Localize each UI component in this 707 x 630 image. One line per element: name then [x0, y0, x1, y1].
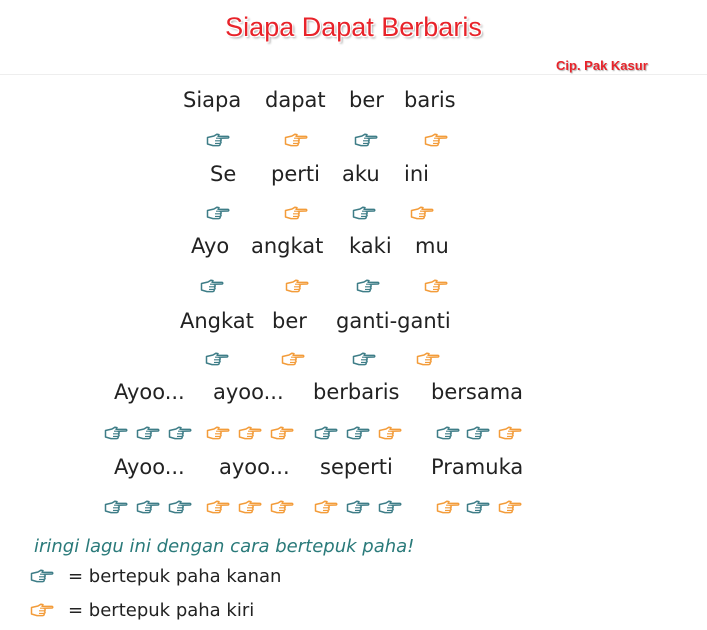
- pointing-hand-teal-icon: [205, 352, 229, 366]
- lyric-word: ganti-ganti: [336, 309, 451, 333]
- pointing-hand-teal-icon: [378, 500, 402, 514]
- instruction-text: iringi lagu ini dengan cara bertepuk paha!: [34, 536, 415, 557]
- lyric-word: ber: [349, 88, 384, 112]
- pointing-hand-orange-icon: [281, 352, 305, 366]
- pointing-hand-teal-icon: [314, 426, 338, 440]
- lyric-word: Ayoo...: [114, 455, 185, 479]
- lyric-word: kaki: [349, 234, 392, 258]
- lyric-word: Angkat: [180, 309, 254, 333]
- pointing-hand-orange-icon: [416, 352, 440, 366]
- lyric-word: Ayo: [191, 234, 230, 258]
- pointing-hand-orange-icon: [284, 206, 308, 220]
- lyric-word: Siapa: [183, 88, 242, 112]
- pointing-hand-orange-icon: [206, 426, 230, 440]
- lyric-word: ini: [404, 162, 429, 186]
- pointing-hand-teal-icon: [200, 279, 224, 293]
- pointing-hand-teal-icon: [168, 426, 192, 440]
- pointing-hand-teal-icon: [346, 500, 370, 514]
- lyric-word: Se: [210, 162, 237, 186]
- lyric-word: ayoo...: [219, 455, 290, 479]
- pointing-hand-orange-icon: [424, 133, 448, 147]
- pointing-hand-teal-icon: [206, 206, 230, 220]
- divider: [0, 74, 707, 75]
- lyric-word: mu: [415, 234, 449, 258]
- pointing-hand-orange-icon: [270, 426, 294, 440]
- lyric-word: Ayoo...: [114, 380, 185, 404]
- lyric-word: angkat: [251, 234, 324, 258]
- pointing-hand-teal-icon: [466, 500, 490, 514]
- pointing-hand-orange-icon: [238, 426, 262, 440]
- lyric-word: bersama: [431, 380, 524, 404]
- lyric-word: dapat: [265, 88, 326, 112]
- pointing-hand-orange-icon: [378, 426, 402, 440]
- pointing-hand-teal-icon: [356, 279, 380, 293]
- pointing-hand-orange-icon: [238, 500, 262, 514]
- pointing-hand-orange-icon: [30, 603, 54, 617]
- pointing-hand-teal-icon: [206, 133, 230, 147]
- pointing-hand-orange-icon: [285, 279, 309, 293]
- pointing-hand-orange-icon: [498, 500, 522, 514]
- lyric-word: ber: [272, 309, 307, 333]
- pointing-hand-teal-icon: [354, 133, 378, 147]
- lyric-word: baris: [404, 88, 456, 112]
- pointing-hand-teal-icon: [104, 500, 128, 514]
- pointing-hand-teal-icon: [168, 500, 192, 514]
- pointing-hand-orange-icon: [206, 500, 230, 514]
- lyric-word: seperti: [320, 455, 393, 479]
- pointing-hand-teal-icon: [352, 352, 376, 366]
- pointing-hand-teal-icon: [352, 206, 376, 220]
- lyric-word: aku: [342, 162, 380, 186]
- pointing-hand-teal-icon: [136, 426, 160, 440]
- pointing-hand-teal-icon: [346, 426, 370, 440]
- pointing-hand-orange-icon: [424, 279, 448, 293]
- lyric-word: perti: [271, 162, 320, 186]
- legend-left-text: = bertepuk paha kiri: [68, 600, 255, 621]
- pointing-hand-orange-icon: [314, 500, 338, 514]
- pointing-hand-orange-icon: [270, 500, 294, 514]
- pointing-hand-teal-icon: [136, 500, 160, 514]
- pointing-hand-teal-icon: [104, 426, 128, 440]
- pointing-hand-orange-icon: [498, 426, 522, 440]
- lyric-word: ayoo...: [213, 380, 284, 404]
- lyric-word: berbaris: [313, 380, 400, 404]
- pointing-hand-orange-icon: [436, 500, 460, 514]
- song-title: Siapa Dapat Berbaris: [225, 12, 482, 42]
- lyric-word: Pramuka: [431, 455, 524, 479]
- pointing-hand-orange-icon: [410, 206, 434, 220]
- pointing-hand-teal-icon: [436, 426, 460, 440]
- pointing-hand-teal-icon: [30, 569, 54, 583]
- composer-credit: Cip. Pak Kasur: [556, 58, 648, 73]
- pointing-hand-teal-icon: [466, 426, 490, 440]
- legend-right-text: = bertepuk paha kanan: [68, 566, 282, 587]
- pointing-hand-orange-icon: [284, 133, 308, 147]
